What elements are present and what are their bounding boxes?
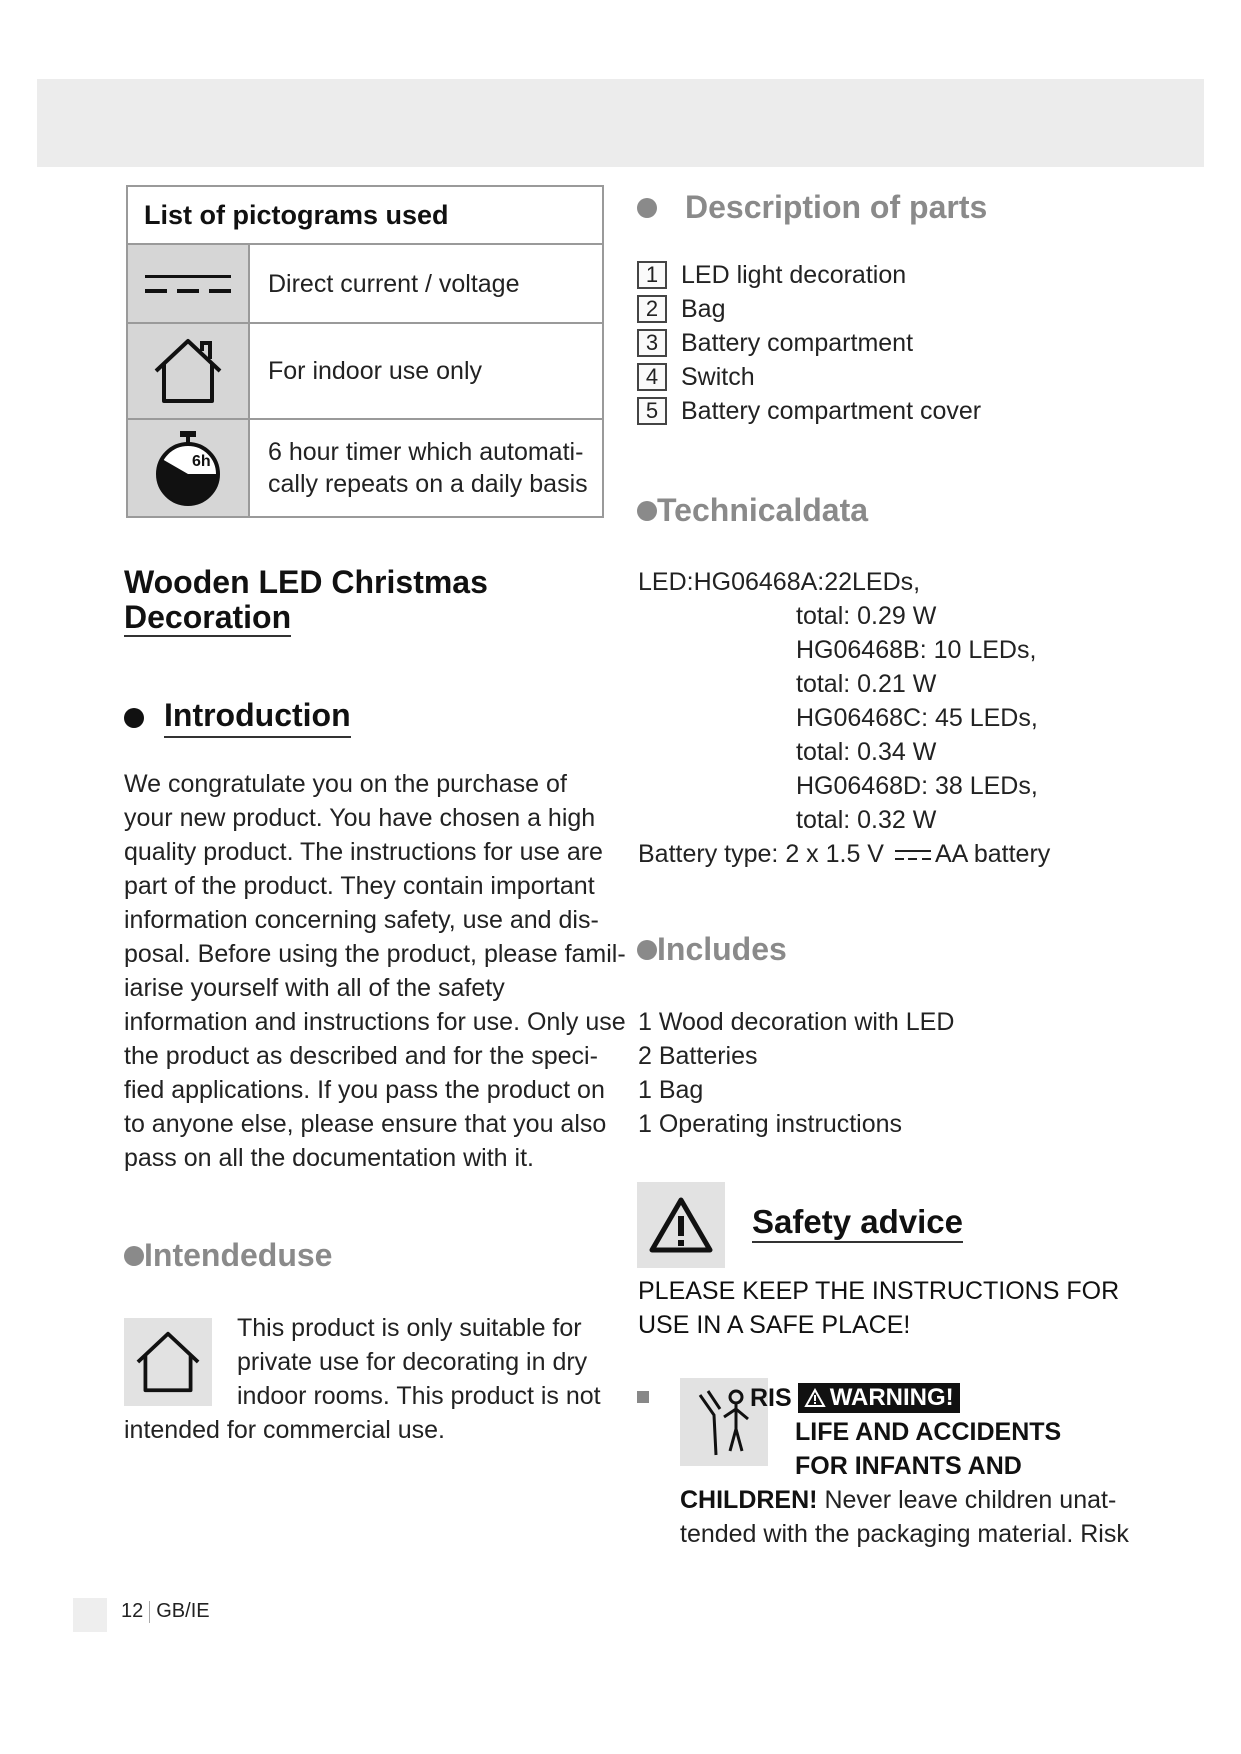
paragraph-line: to anyone else, please ensure that you also <box>124 1110 607 1138</box>
paragraph-line: your new product. You have chosen a high <box>124 804 596 832</box>
includes-item: 1 Wood decoration with LED <box>638 1008 955 1036</box>
part-number: 3 <box>637 329 667 357</box>
direct-current-icon <box>895 848 931 862</box>
bullet-dot <box>637 501 657 521</box>
product-title-line: Wooden LED Christmas <box>124 564 488 600</box>
pictogram-table <box>126 185 604 518</box>
warning-badge-text: WARNING! <box>829 1384 954 1411</box>
introduction-text <box>124 767 626 1175</box>
includes-item: 1 Bag <box>638 1076 704 1104</box>
paragraph-line: fied applications. If you pass the product on <box>124 1076 605 1104</box>
risk-text-line: Never leave children unat- <box>817 1486 1117 1514</box>
notice-line: PLEASE KEEP THE INSTRUCTIONS FOR <box>638 1277 1120 1305</box>
bullet-dot <box>637 198 657 218</box>
part-item <box>637 258 981 292</box>
includes-heading-text: Includes <box>657 931 787 967</box>
bullet-square <box>637 1391 649 1403</box>
risk-line: LIFE AND ACCIDENTS <box>795 1418 1062 1446</box>
part-item <box>637 292 981 326</box>
battery-type-line <box>638 837 1050 871</box>
risk-heading <box>795 1415 1061 1483</box>
parts-list <box>637 258 981 428</box>
intended-use-text <box>124 1413 445 1447</box>
paragraph-line: intended for commercial use. <box>124 1416 445 1444</box>
part-label: Bag <box>681 294 726 323</box>
paragraph-line: pass on all the documentation with it. <box>124 1144 534 1172</box>
pictogram-text-line: 6 hour timer which automati- <box>268 438 584 466</box>
technical-line: HG06468D: 38 LEDs, <box>796 772 1038 800</box>
pictogram-row <box>128 245 602 324</box>
keep-instructions-notice <box>638 1274 1119 1342</box>
pictogram-text: For indoor use only <box>268 357 483 385</box>
part-item <box>637 394 981 428</box>
paragraph-line: posal. Before using the product, please famil- <box>124 940 626 968</box>
bullet-dot <box>124 1246 144 1266</box>
timer-6h-icon <box>128 420 250 516</box>
warning-triangle-icon <box>804 1388 826 1408</box>
pictogram-table-title: List of pictograms used <box>128 187 602 245</box>
includes-item: 2 Batteries <box>638 1042 758 1070</box>
page-footer <box>121 1600 210 1623</box>
paragraph-line: information concerning safety, use and dis- <box>124 906 599 934</box>
indoor-house-icon <box>128 324 250 418</box>
technical-line: total: 0.34 W <box>796 738 937 766</box>
technical-line: LED:HG06468A:22LEDs, <box>638 568 921 596</box>
technical-line: total: 0.21 W <box>796 670 937 698</box>
battery-kind: AA battery <box>934 840 1051 868</box>
pictogram-text <box>250 420 602 516</box>
part-item <box>637 360 981 394</box>
pictogram-text: Direct current / voltage <box>268 269 520 298</box>
timer-label: 6h <box>192 453 211 470</box>
part-number: 4 <box>637 363 667 391</box>
intended-use-heading <box>124 1237 332 1274</box>
safety-heading: Safety advice <box>752 1203 963 1243</box>
notice-line: USE IN A SAFE PLACE! <box>638 1311 911 1339</box>
technical-data <box>638 565 1050 871</box>
bullet-dot <box>124 708 144 728</box>
paragraph-line: quality product. The instructions for use are <box>124 838 603 866</box>
battery-value: 2 x 1.5 V <box>785 840 884 868</box>
risk-text-line: tended with the packaging material. Risk <box>680 1520 1129 1548</box>
paragraph-line: information and instructions for use. Only use <box>124 1008 626 1036</box>
part-label: Switch <box>681 362 755 391</box>
risk-prefix: RIS <box>750 1384 792 1412</box>
technical-line: HG06468B: 10 LEDs, <box>796 636 1037 664</box>
paragraph-line: private use for decorating in dry <box>237 1348 588 1376</box>
risk-bold: CHILDREN! <box>680 1486 818 1514</box>
risk-line: FOR INFANTS AND <box>795 1452 1022 1480</box>
part-item <box>637 326 981 360</box>
includes-heading <box>637 931 787 968</box>
indoor-house-icon <box>124 1318 212 1406</box>
part-number: 1 <box>637 261 667 289</box>
part-label: Battery compartment cover <box>681 396 982 425</box>
part-label: Battery compartment <box>681 328 914 357</box>
paragraph-line: the product as described and for the speci- <box>124 1042 598 1070</box>
parts-heading-text: Description of parts <box>685 189 988 225</box>
technical-heading <box>637 492 868 529</box>
bullet-dot <box>637 940 657 960</box>
intended-use-text <box>237 1311 601 1413</box>
includes-item: 1 Operating instructions <box>638 1110 903 1138</box>
includes-list <box>638 1005 954 1141</box>
parts-heading <box>637 189 987 226</box>
intended-use-heading-text: Intendeduse <box>144 1237 333 1273</box>
technical-line: total: 0.29 W <box>796 602 937 630</box>
paragraph-line: part of the product. They contain important <box>124 872 595 900</box>
warning-badge <box>798 1383 960 1413</box>
product-title <box>124 565 488 637</box>
technical-line: HG06468C: 45 LEDs, <box>796 704 1038 732</box>
part-number: 5 <box>637 397 667 425</box>
footer-marker <box>73 1598 107 1632</box>
footer-separator <box>149 1601 150 1623</box>
pictogram-text-line: cally repeats on a daily basis <box>268 470 588 498</box>
page-number: 12 <box>121 1600 144 1622</box>
battery-label: Battery type: <box>638 840 779 868</box>
part-label: LED light decoration <box>681 260 907 289</box>
paragraph-line: iarise yourself with all of the safety <box>124 974 505 1002</box>
pictogram-row <box>128 420 602 516</box>
paragraph-line: This product is only suitable for <box>237 1314 582 1342</box>
paragraph-line: indoor rooms. This product is not <box>237 1382 601 1410</box>
page-locale: GB/IE <box>156 1600 210 1622</box>
header-band <box>37 79 1204 167</box>
product-title-line: Decoration <box>124 599 292 635</box>
introduction-heading-text: Introduction <box>164 697 351 738</box>
risk-text <box>680 1483 1129 1551</box>
risk-heading <box>750 1381 960 1415</box>
warning-triangle-icon <box>637 1182 725 1268</box>
pictogram-row <box>128 324 602 420</box>
direct-current-icon <box>128 245 250 322</box>
part-number: 2 <box>637 295 667 323</box>
technical-heading-text: Technicaldata <box>657 492 869 528</box>
introduction-heading <box>124 697 351 738</box>
technical-line: total: 0.32 W <box>796 806 937 834</box>
paragraph-line: We congratulate you on the purchase of <box>124 770 567 798</box>
